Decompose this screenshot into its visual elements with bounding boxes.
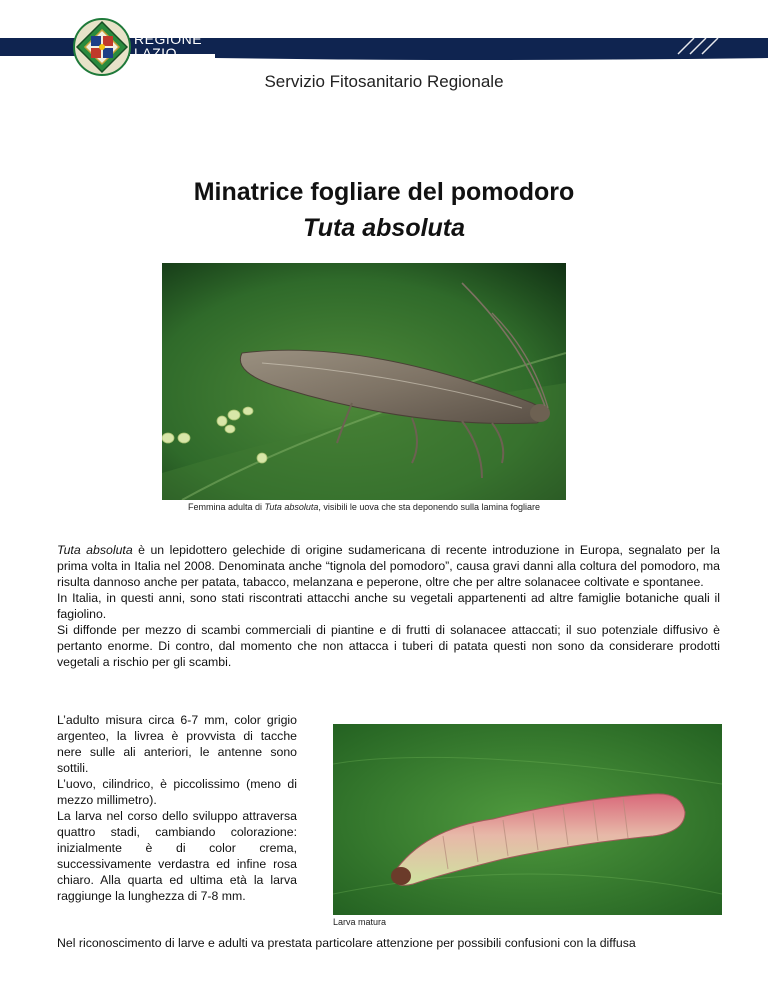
brand-line-2: LAZIO bbox=[134, 45, 177, 61]
intro-text: è un lepidottero gelechide di origine sudamericana di recente introduzione in Europa, segnalato per la prima volta in Italia nel 2008. Denominata anche “tignola del pomodoro”, causa gravi danni alla coltura del pomodoro, ma risulta dannoso anche per patata, tabacco, melanzana e peperone, oltre che per altre solanacee coltivate e spontanee. bbox=[57, 543, 720, 589]
species-name: Tuta absoluta bbox=[57, 543, 133, 557]
caption-text-end: , visibili le uova che sta deponendo sulla lamina fogliare bbox=[318, 502, 541, 512]
intro-section bbox=[57, 542, 720, 670]
larva-description: La larva nel corso dello sviluppo attraversa quattro stadi, cambiando colorazione: inizialmente è di color crema, successivamente verdastra ed infine rosa chiaro. Alla quarta ed ultima età la larva raggiunge la lunghezza di 7-8 mm. bbox=[57, 809, 297, 903]
photo-caption-larva: Larva matura bbox=[333, 917, 387, 927]
continuation-paragraph: Nel riconoscimento di larve e adulti va prestata particolare attenzione per possibili confusioni con la diffusa bbox=[57, 936, 636, 950]
page-title: Minatrice fogliare del pomodoro bbox=[193, 178, 575, 206]
brand-line-1: REGIONE bbox=[134, 31, 203, 47]
caption-species: Tuta absoluta bbox=[264, 502, 319, 512]
page-subtitle-species: Tuta absoluta bbox=[302, 214, 466, 242]
brand-name bbox=[134, 32, 202, 60]
regione-lazio-logo-icon bbox=[71, 18, 133, 76]
intro-paragraph-1 bbox=[57, 542, 720, 590]
adult-description: L’adulto misura circa 6-7 mm, color grigio argenteo, la livrea è provvista di tacche nere sulle ali anteriori, le antenne sono sottili. bbox=[57, 713, 297, 775]
intro-paragraph-3: Si diffonde per mezzo di scambi commerciali di piantine e di frutti di solanacee attaccati; il suo potenziale diffusivo è pertanto enorme. Di contro, dal momento che non attacca i tuberi di patata questi non sono da considerare prodotti vegetali a rischio per gli scambi. bbox=[57, 623, 720, 669]
caption-text: Femmina adulta di bbox=[187, 502, 265, 512]
intro-paragraph-2: In Italia, in questi anni, sono stati riscontrati attacchi anche su vegetali appartenenti ad altre famiglie botaniche quali il fagiolino. bbox=[57, 591, 720, 621]
photo-caption-adult bbox=[162, 502, 566, 512]
description-section bbox=[57, 712, 297, 904]
mature-larva-photo bbox=[333, 724, 722, 915]
adult-moth-photo bbox=[162, 263, 566, 500]
service-name: Servizio Fitosanitario Regionale bbox=[264, 72, 504, 91]
egg-description: L’uovo, cilindrico, è piccolissimo (meno di mezzo millimetro). bbox=[57, 777, 297, 807]
